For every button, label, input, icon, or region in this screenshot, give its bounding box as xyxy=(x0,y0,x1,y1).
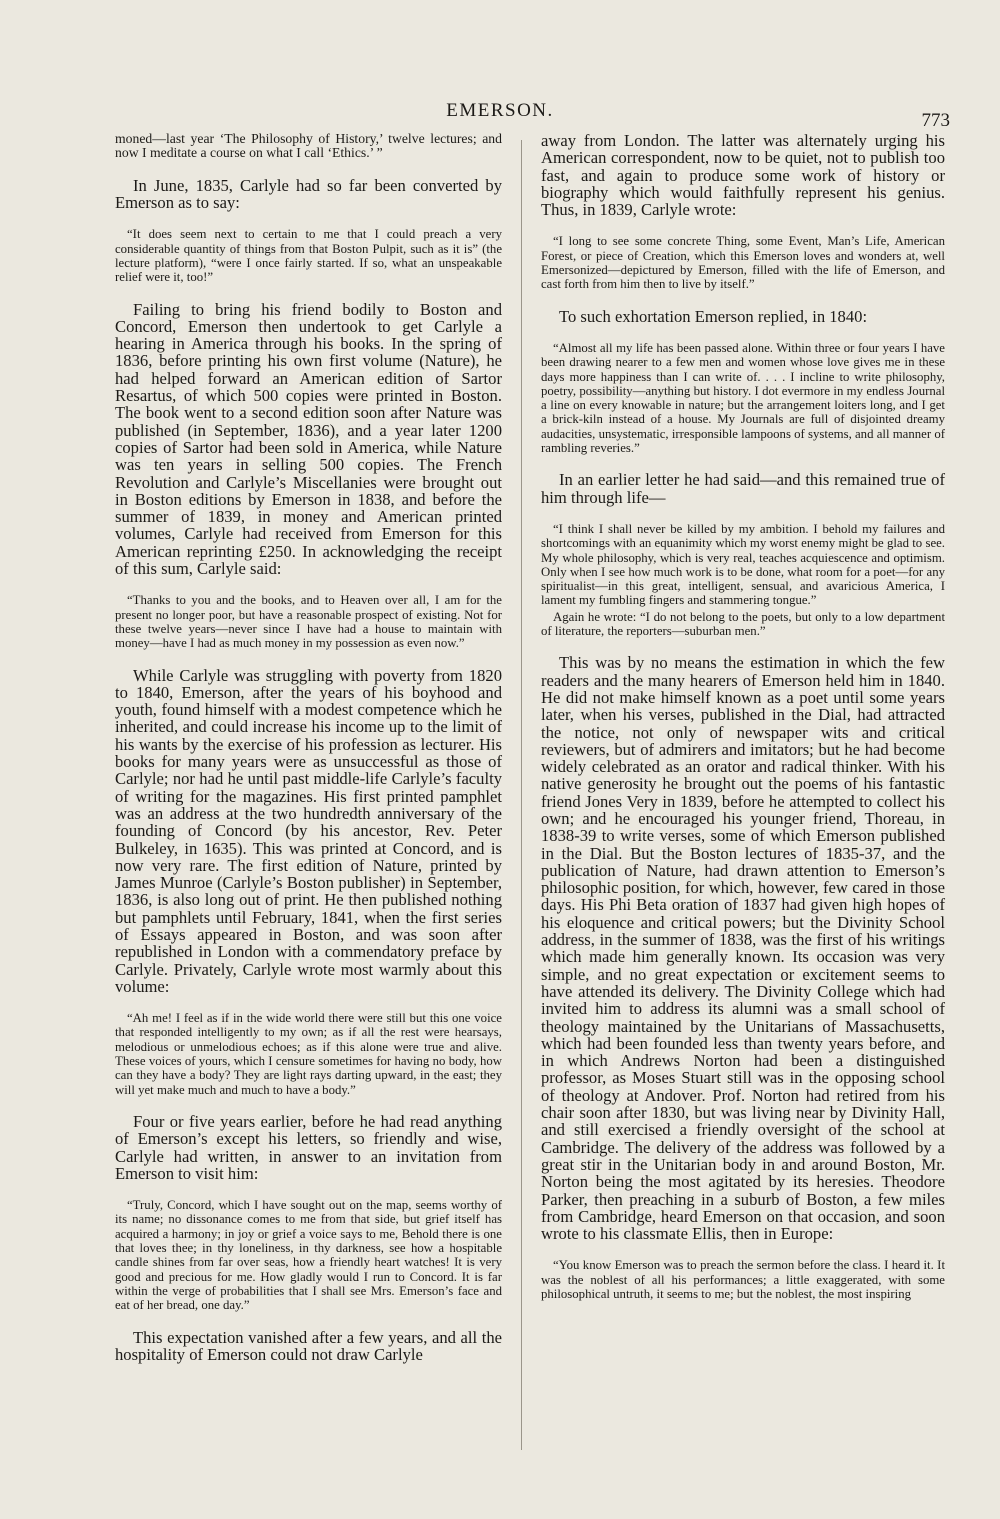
block-quote: “I long to see some concrete Thing, some Event, Man’s Life, American Forest, or piece of Creation, which this Emerson loves and wonders at, well Emersonized—depictured by Emerson, filled with the life of Emerson, and cast forth from him then to live by itself.” xyxy=(541,234,945,292)
paragraph: This expectation vanished after a few years, and all the hospitality of Emerson could not draw Carlyle xyxy=(115,1327,502,1364)
paragraph: In an earlier letter he had said—and this remained true of him through life— xyxy=(541,470,945,507)
paragraph: Four or five years earlier, before he had read anything of Emerson’s except his letters, so friendly and wise, Carlyle had written, in answer to an invitation from Emerson to visit him: xyxy=(115,1111,502,1183)
paragraph: To such exhortation Emerson replied, in 1840: xyxy=(559,306,868,326)
block-quote: “Truly, Concord, which I have sought out on the map, seems worthy of its name; no dissonance comes to me from that side, but grief itself has acquired a harmony; in joy or grief a voice says to me, Behold there is one that loves thee; in thy loneliness, in thy darkness, see how a hospitable candle shines from far over seas, how a friendly heart watches! It is very good and precious for me. How gladly would I run to Concord. It is far within the verge of probabilities that I shall see Mrs. Emerson’s face and eat of her bread, one day.” xyxy=(115,1198,502,1313)
paragraph: While Carlyle was struggling with poverty from 1820 to 1840, Emerson, after the years of his boyhood and youth, found himself with a modest competence which he inherited, and could increase his income up to the limit of his wants by the exercise of his profession as lecturer. His books for many years were as unsuccessful as those of Carlyle; nor had he until past middle-life Carlyle’s faculty of writing for the magazines. His first printed pamphlet was an address at the two hundredth anniversary of the founding of Concord (by his ancestor, Rev. Peter Bulkeley, in 1635). This was printed at Concord, and is now very rare. The first edition of Nature, printed by James Munroe (Carlyle’s Boston publisher) in September, 1836, is also long out of print. He then published nothing but pamphlets until February, 1841, when the first series of Essays appeared in Boston, and was soon after republished in London with a commendatory preface by Carlyle. Privately, Carlyle wrote most warmly about this volume: xyxy=(115,665,502,996)
column-divider xyxy=(521,140,522,1450)
left-column xyxy=(115,132,502,1379)
page-header xyxy=(0,96,1000,136)
block-quote: “You know Emerson was to preach the sermon before the class. I heard it. It was the noblest of all his performances; a little exaggerated, with some philosophical untruth, it seems to me; but the noblest, the most inspiring xyxy=(541,1258,945,1301)
block-quote: “Ah me! I feel as if in the wide world there were still but this one voice that responded intelligently to my own; as if all the rest were hearsays, melodious or unmelodious echoes; as if this alone were true and alive. These voices of yours, which I censure sometimes for having no body, how can they have a body? They are light rays darting upward, in the east; they will yet make much and much to have a body.” xyxy=(115,1011,502,1097)
paragraph: This was by no means the estimation in which the few readers and the many hearers of Emerson held him in 1840. He did not make himself known as a poet until some years later, when his verses, published in the Dial, had attracted the notice, not only of newspaper wits and critical reviewers, but of admirers and imitators; but he had become widely celebrated as an orator and radical thinker. With his native generosity he brought out the poems of his fantastic friend Jones Very in 1839, before he attempted to collect his own; and he encouraged his younger friend, Thoreau, in 1838-39 to write verses, some of which Emerson published in the Dial. But the Boston lectures of 1835-37, and the publication of Nature, had drawn attention to Emerson’s philosophic position, for which, however, few cared in those days. His Phi Beta oration of 1837 had given high hopes of his eloquence and critical powers; but the Divinity School address, in the summer of 1838, was the first of his writings which made him generally known. Its occasion was very simple, and no great expectation or excitement seems to have attended its delivery. The Divinity College which had invited him to address its alumni was a small school of theology maintained by the Unitarians of Massachusetts, which had been founded less than twenty years before, and in which Andrews Norton had been a distinguished professor, as Moses Stuart still was in the opposing school of theology at Andover. Prof. Norton had retired from his chair soon after 1830, but was living near by Divinity Hall, and still exercised a friendly oversight of the school at Cambridge. The delivery of the address was followed by a great stir in the Unitarian body in and around Boston, Mr. Norton being the most agitated by its heresies. Theodore Parker, then preaching in a suburb of Boston, a few miles from Cambridge, heard Emerson on that occasion, and soon wrote to his classmate Ellis, then in Europe: xyxy=(541,653,945,1244)
block-quote: “Thanks to you and the books, and to Heaven over all, I am for the present no longer poor, but have a reasonable prospect of existing. Not for these twelve years—never since I have had a house to maintain with money—have I had as much money in my possession as even now.” xyxy=(115,593,502,651)
continued-text: moned—last year ‘The Philosophy of History,’ twelve lectures; and now I meditate a course on what I call ‘Ethics.’ ” xyxy=(115,131,502,161)
paragraph: Failing to bring his friend bodily to Boston and Concord, Emerson then undertook to get Carlyle a hearing in America through his books. In the spring of 1836, before printing his own first volume (Nature), he had helped forward an American edition of Sartor Resartus, of which 500 copies were printed in Boston. The book went to a second edition soon after Nature was published (in September, 1836), and a year later 1200 copies of Sartor had been sold in America, while Nature was ten years in selling 500 copies. The French Revolution and Carlyle’s Miscellanies were brought out in Boston editions by Emerson in 1838, and before the summer of 1839, in money and American printed volumes, Carlyle had received from Emerson for this American reprinting £250. In acknowledging the receipt of this sum, Carlyle said: xyxy=(115,299,502,579)
running-head: EMERSON. xyxy=(446,100,554,121)
block-quote: “I think I shall never be killed by my ambition. I behold my failures and shortcomings with an equanimity which my worst enemy might be glad to see. My whole philosophy, which is very real, teaches acquiescence and optimism. Only when I see how much work is to be done, what room for a poet—for any spiritualist—in this great, intelligent, sensual, and avaricious America, I lament my fumbling fingers and stammering tongue.” xyxy=(541,521,945,608)
paragraph: In June, 1835, Carlyle had so far been converted by Emerson as to say: xyxy=(115,175,502,213)
block-quote: Again he wrote: “I do not belong to the poets, but only to a low department of literature, the reporters—suburban men.” xyxy=(541,609,945,639)
page-number: 773 xyxy=(921,110,950,131)
continued-paragraph: away from London. The latter was alternately urging his American correspondent, now to be quiet, not to publish too fast, and again to produce some work of history or biography which would faithfully represent his genius. Thus, in 1839, Carlyle wrote: xyxy=(541,131,945,220)
block-quote: “Almost all my life has been passed alone. Within three or four years I have been drawing nearer to a few men and women whose love gives me in these days more happiness than I can write of. . . . I incline to write philosophy, poetry, possibility—anything but history. I dot evermore in my endless Journal a line on every knowable in nature; but the arrangement loiters long, and I get a brick-kiln instead of a house. My Journals are full of disjointed dreamy audacities, unsystematic, irresponsible lampoons of systems, and all manner of rambling reveries.” xyxy=(541,340,945,456)
right-column xyxy=(541,132,945,1317)
block-quote: “It does seem next to certain to me that I could preach a very considerable quantity of things from that Boston Pulpit, such as it is” (the lecture platform), “were I once fairly started. If so, what an unspeakable relief were it, too!” xyxy=(115,227,502,285)
